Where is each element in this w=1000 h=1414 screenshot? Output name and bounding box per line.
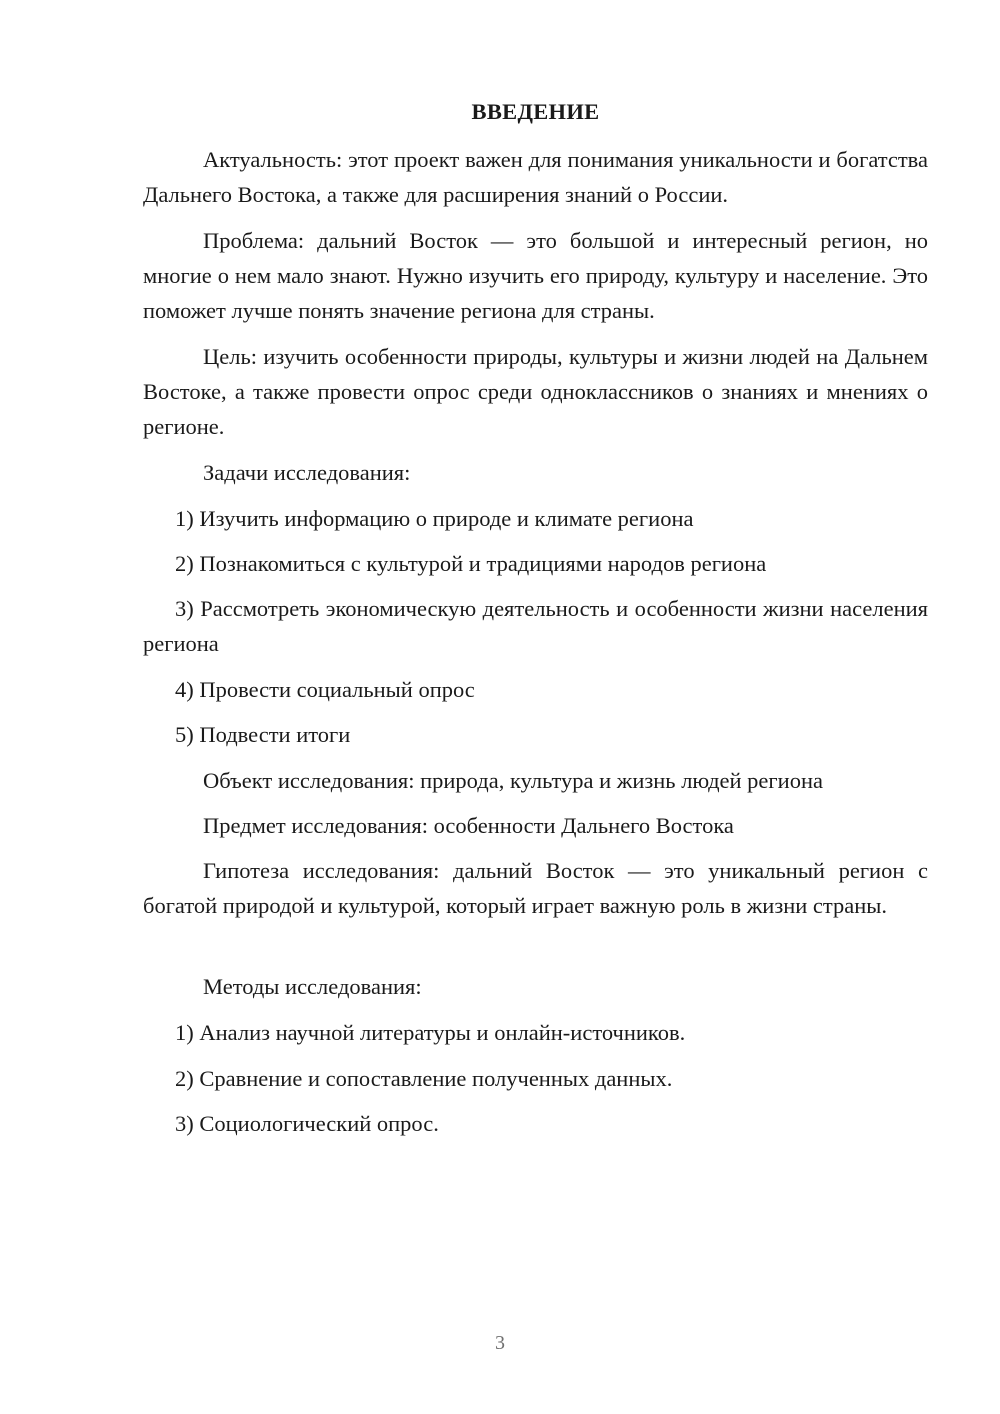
goal-paragraph: Цель: изучить особенности природы, культуры и жизни людей на Дальнем Востоке, а также провести опрос среди одноклассников о знаниях и мнениях о регионе.: [143, 344, 928, 439]
task-item: 2) Познакомиться с культурой и традициями народов региона: [175, 551, 767, 576]
problem-paragraph: Проблема: дальний Восток — это большой и интересный регион, но многие о нем мало знают. Нужно изучить его природу, культуру и население. Это поможет лучше понять значение региона для страны.: [143, 228, 928, 323]
methods-heading: Методы исследования:: [203, 974, 422, 999]
method-item: 2) Сравнение и сопоставление полученных данных.: [175, 1066, 673, 1091]
task-item: 5) Подвести итоги: [175, 722, 351, 747]
tasks-heading: Задачи исследования:: [203, 460, 411, 485]
task-item: 4) Провести социальный опрос: [175, 677, 475, 702]
task-item: 3) Рассмотреть экономическую деятельность и особенности жизни населения региона: [143, 596, 928, 656]
hypothesis-paragraph: Гипотеза исследования: дальний Восток — это уникальный регион с богатой природой и культурой, который играет важную роль в жизни страны.: [143, 858, 928, 918]
method-item: 1) Анализ научной литературы и онлайн-источников.: [175, 1020, 686, 1045]
object-paragraph: Объект исследования: природа, культура и жизнь людей региона: [203, 768, 823, 793]
task-item: 1) Изучить информацию о природе и климате региона: [175, 506, 694, 531]
subject-paragraph: Предмет исследования: особенности Дальнего Востока: [203, 813, 734, 838]
page-number: 3: [495, 1332, 505, 1354]
section-title: ВВЕДЕНИЕ: [471, 99, 600, 124]
method-item: 3) Социологический опрос.: [175, 1111, 439, 1136]
relevance-paragraph: Актуальность: этот проект важен для понимания уникальности и богатства Дальнего Востока, а также для расширения знаний о России.: [143, 147, 928, 207]
